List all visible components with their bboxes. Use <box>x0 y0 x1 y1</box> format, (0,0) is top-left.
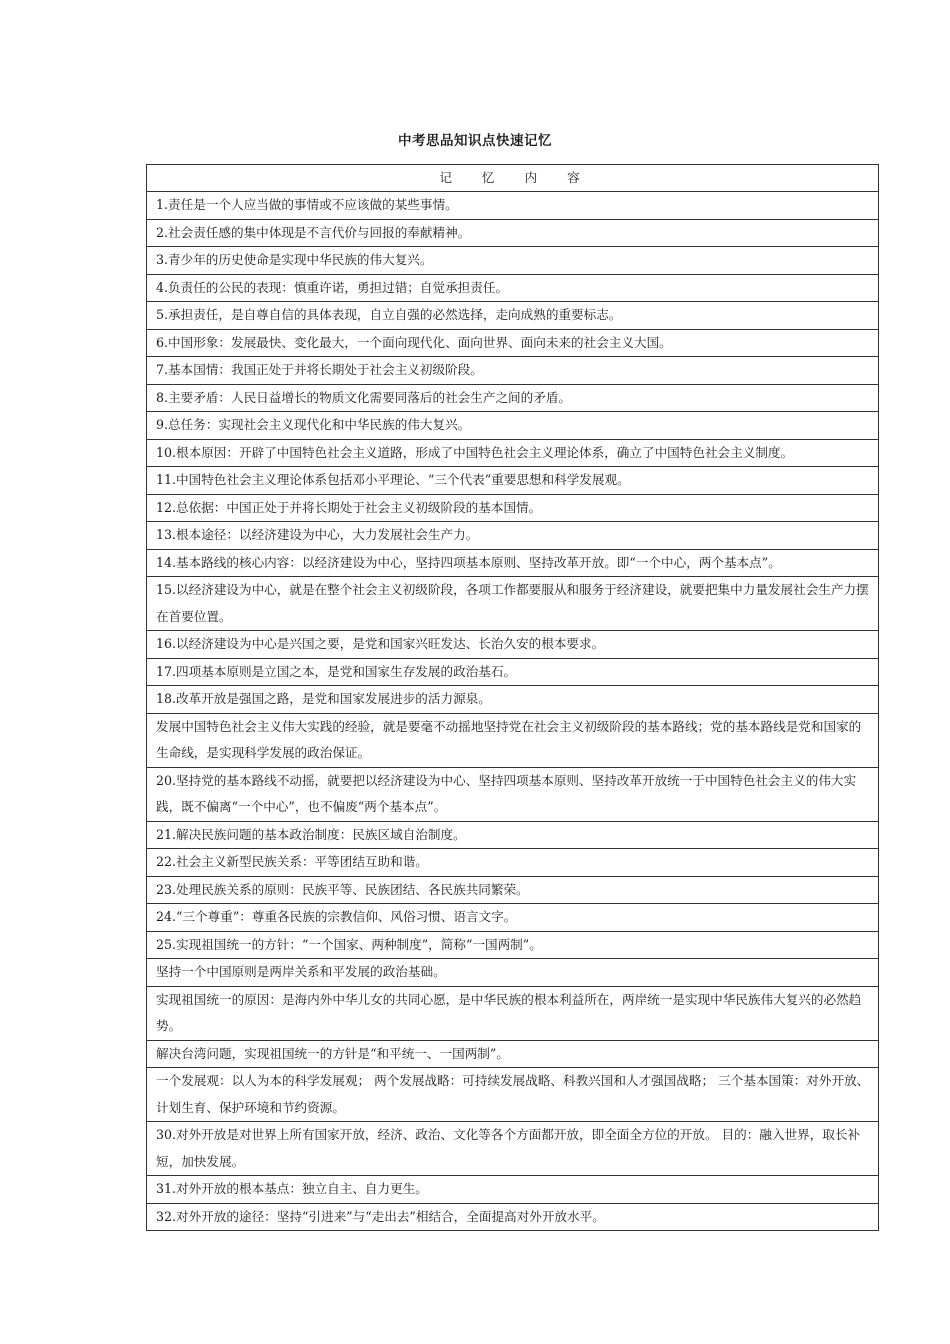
table-cell: 22.社会主义新型民族关系：平等团结互助和谐。 <box>147 849 879 877</box>
table-cell: 31.对外开放的根本基点：独立自主、自力更生。 <box>147 1176 879 1204</box>
table-row <box>147 274 879 302</box>
table-row <box>147 821 879 849</box>
page-title: 中考思品知识点快速记忆 <box>398 133 552 149</box>
table-cell: 8.主要矛盾：人民日益增长的物质文化需要同落后的社会生产之间的矛盾。 <box>147 384 879 412</box>
table-row <box>147 192 879 220</box>
table-row <box>147 494 879 522</box>
table-cell: 3.青少年的历史使命是实现中华民族的伟大复兴。 <box>147 247 879 275</box>
table-header-row <box>147 165 879 192</box>
table-row <box>147 439 879 467</box>
table-cell: 14.基本路线的核心内容：以经济建设为中心，坚持四项基本原则、坚持改革开放。即“一个中心，两个基本点”。 <box>147 549 879 577</box>
table-row <box>147 849 879 877</box>
table-cell: 2.社会责任感的集中体现是不言代价与回报的奉献精神。 <box>147 219 879 247</box>
table-cell: 1.责任是一个人应当做的事情或不应该做的某些事情。 <box>147 192 879 220</box>
memory-table-body <box>147 165 879 1231</box>
table-cell: 12.总依据：中国正处于并将长期处于社会主义初级阶段的基本国情。 <box>147 494 879 522</box>
table-cell: 32.对外开放的途径：坚持“引进来”与“走出去”相结合，全面提高对外开放水平。 <box>147 1203 879 1231</box>
table-row <box>147 247 879 275</box>
table-cell: 坚持一个中国原则是两岸关系和平发展的政治基础。 <box>147 959 879 987</box>
table-cell: 25.实现祖国统一的方针：“一个国家、两种制度”，简称“一国两制”。 <box>147 931 879 959</box>
table-row <box>147 1176 879 1204</box>
table-row <box>147 1203 879 1231</box>
table-row <box>147 467 879 495</box>
table-cell: 16.以经济建设为中心是兴国之要，是党和国家兴旺发达、长治久安的根本要求。 <box>147 631 879 659</box>
table-row <box>147 1040 879 1068</box>
table-row <box>147 959 879 987</box>
table-row <box>147 1068 879 1122</box>
table-cell: 13.根本途径：以经济建设为中心，大力发展社会生产力。 <box>147 522 879 550</box>
table-row <box>147 384 879 412</box>
table-row <box>147 549 879 577</box>
table-cell: 30.对外开放是对世界上所有国家开放，经济、政治、文化等各个方面都开放，即全面全方位的开放。 目的：融入世界，取长补短，加快发展。 <box>147 1122 879 1176</box>
table-row <box>147 767 879 821</box>
table-row <box>147 713 879 767</box>
table-cell: 6.中国形象：发展最快、变化最大，一个面向现代化、面向世界、面向未来的社会主义大国。 <box>147 329 879 357</box>
table-row <box>147 329 879 357</box>
table-cell: 9.总任务：实现社会主义现代化和中华民族的伟大复兴。 <box>147 412 879 440</box>
table-row <box>147 577 879 631</box>
memory-table <box>146 164 879 1231</box>
table-row <box>147 219 879 247</box>
table-cell: 18.改革开放是强国之路，是党和国家发展进步的活力源泉。 <box>147 686 879 714</box>
table-row <box>147 357 879 385</box>
table-header-cell: 记忆内容 <box>147 165 879 192</box>
table-cell: 15.以经济建设为中心，就是在整个社会主义初级阶段，各项工作都要服从和服务于经济建设，就要把集中力量发展社会生产力摆在首要位置。 <box>147 577 879 631</box>
table-cell: 20.坚持党的基本路线不动摇，就要把以经济建设为中心、坚持四项基本原则、坚持改革开放统一于中国特色社会主义的伟大实践，既不偏离“一个中心”，也不偏废“两个基本点”。 <box>147 767 879 821</box>
table-cell: 4.负责任的公民的表现：慎重许诺，勇担过错；自觉承担责任。 <box>147 274 879 302</box>
table-row <box>147 412 879 440</box>
table-row <box>147 876 879 904</box>
table-row <box>147 522 879 550</box>
table-cell: 7.基本国情：我国正处于并将长期处于社会主义初级阶段。 <box>147 357 879 385</box>
table-cell: 解决台湾问题，实现祖国统一的方针是“和平统一、一国两制”。 <box>147 1040 879 1068</box>
table-cell: 一个发展观：以人为本的科学发展观； 两个发展战略：可持续发展战略、科教兴国和人才强国战略； 三个基本国策：对外开放、计划生育、保护环境和节约资源。 <box>147 1068 879 1122</box>
table-cell: 23.处理民族关系的原则：民族平等、民族团结、各民族共同繁荣。 <box>147 876 879 904</box>
table-cell: 11.中国特色社会主义理论体系包括邓小平理论、“三个代表”重要思想和科学发展观。 <box>147 467 879 495</box>
table-cell: 24.“三个尊重”：尊重各民族的宗教信仰、风俗习惯、语言文字。 <box>147 904 879 932</box>
table-row <box>147 986 879 1040</box>
table-row <box>147 302 879 330</box>
table-row <box>147 904 879 932</box>
table-cell: 发展中国特色社会主义伟大实践的经验，就是要毫不动摇地坚持党在社会主义初级阶段的基本路线；党的基本路线是党和国家的生命线，是实现科学发展的政治保证。 <box>147 713 879 767</box>
table-row <box>147 931 879 959</box>
table-row <box>147 658 879 686</box>
table-cell: 17.四项基本原则是立国之本，是党和国家生存发展的政治基石。 <box>147 658 879 686</box>
table-row <box>147 1122 879 1176</box>
table-row <box>147 686 879 714</box>
table-cell: 实现祖国统一的原因：是海内外中华儿女的共同心愿，是中华民族的根本利益所在，两岸统一是实现中华民族伟大复兴的必然趋势。 <box>147 986 879 1040</box>
table-cell: 10.根本原因：开辟了中国特色社会主义道路，形成了中国特色社会主义理论体系，确立了中国特色社会主义制度。 <box>147 439 879 467</box>
table-cell: 5.承担责任，是自尊自信的具体表现，自立自强的必然选择，走向成熟的重要标志。 <box>147 302 879 330</box>
table-row <box>147 631 879 659</box>
table-cell: 21.解决民族问题的基本政治制度：民族区域自治制度。 <box>147 821 879 849</box>
